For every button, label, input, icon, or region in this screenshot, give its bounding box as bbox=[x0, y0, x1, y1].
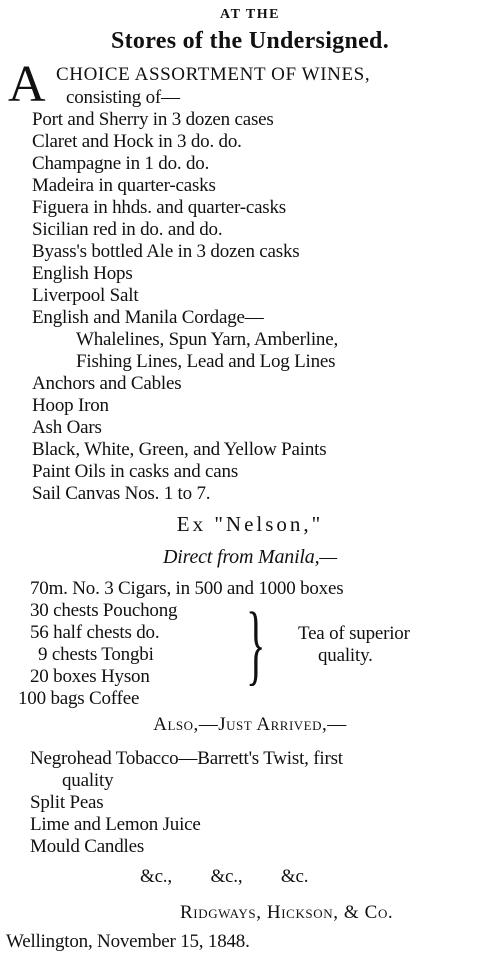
list-item: Anchors and Cables bbox=[32, 373, 182, 394]
list-item: Whalelines, Spun Yarn, Amberline, bbox=[76, 329, 339, 350]
list-item: Sail Canvas Nos. 1 to 7. bbox=[32, 483, 211, 504]
arrival-item: Split Peas bbox=[30, 792, 104, 813]
ship-subheading: Direct from Manila,— bbox=[163, 546, 337, 568]
intro-line-1: CHOICE ASSORTMENT OF WINES, bbox=[56, 64, 371, 85]
list-item: Liverpool Salt bbox=[32, 285, 139, 306]
list-item: Fishing Lines, Lead and Log Lines bbox=[76, 351, 336, 372]
list-item: Ash Oars bbox=[32, 417, 102, 438]
etc-line: &c., &c., &c. bbox=[140, 866, 309, 887]
tea-item: 20 boxes Hyson bbox=[30, 666, 150, 687]
list-item: Claret and Hock in 3 do. do. bbox=[32, 131, 242, 152]
list-item: Byass's bottled Ale in 3 dozen casks bbox=[32, 241, 300, 262]
list-item: Hoop Iron bbox=[32, 395, 109, 416]
tea-note-line-2: quality. bbox=[318, 645, 373, 666]
list-item: Port and Sherry in 3 dozen cases bbox=[32, 109, 274, 130]
cigars-line: 70m. No. 3 Cigars, in 500 and 1000 boxes bbox=[30, 578, 344, 599]
header-line: AT THE bbox=[220, 7, 280, 22]
tea-item: 9 chests Tongbi bbox=[38, 644, 154, 665]
ship-heading: Ex "Nelson," bbox=[176, 512, 324, 536]
list-item: Champagne in 1 do. do. bbox=[32, 153, 210, 174]
list-item: English and Manila Cordage— bbox=[32, 307, 264, 328]
arrival-item: Negrohead Tobacco—Barrett's Twist, first bbox=[30, 748, 343, 769]
arrival-item: Mould Candles bbox=[30, 836, 145, 857]
arrival-item: Lime and Lemon Juice bbox=[30, 814, 201, 835]
list-item: Sicilian red in do. and do. bbox=[32, 219, 223, 240]
tea-note-line-1: Tea of superior bbox=[298, 623, 410, 644]
tea-item: 30 chests Pouchong bbox=[30, 600, 178, 621]
list-item: Black, White, Green, and Yellow Paints bbox=[32, 439, 327, 460]
dateline: Wellington, November 15, 1848. bbox=[6, 931, 250, 952]
tea-item: 56 half chests do. bbox=[30, 622, 160, 643]
list-item: Madeira in quarter-casks bbox=[32, 175, 216, 196]
intro-line-2: consisting of— bbox=[66, 87, 180, 108]
list-item: English Hops bbox=[32, 263, 133, 284]
title: Stores of the Undersigned. bbox=[110, 28, 390, 54]
arrivals-heading: Also,—Just Arrived,— bbox=[153, 714, 347, 735]
list-item: Paint Oils in casks and cans bbox=[32, 461, 239, 482]
signature: Ridgways, Hickson, & Co. bbox=[180, 902, 394, 923]
drop-cap: A bbox=[8, 56, 46, 113]
coffee-line: 100 bags Coffee bbox=[18, 688, 140, 709]
list-item: Figuera in hhds. and quarter-casks bbox=[32, 197, 286, 218]
bracket-icon: } bbox=[246, 595, 266, 694]
arrival-item: quality bbox=[62, 770, 114, 791]
